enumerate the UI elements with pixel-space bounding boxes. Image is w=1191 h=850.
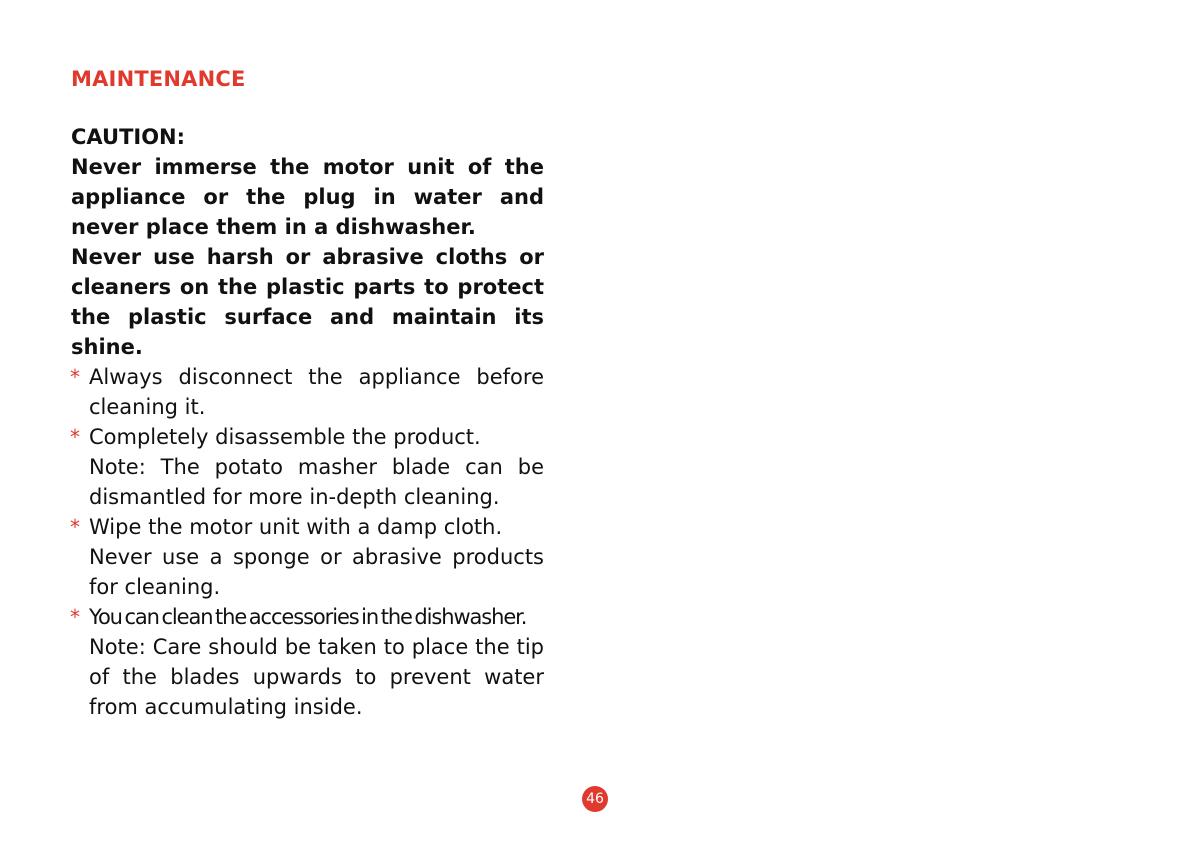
bullet-text: You can clean the accessories in the dishwasher. [89, 605, 527, 629]
bullet-note: Never use a sponge or abrasive products for cleaning. [89, 545, 544, 599]
bullet-note: Note: The potato masher blade can be dismantled for more in-depth cleaning. [89, 455, 544, 509]
page-number-badge: 46 [582, 786, 608, 812]
bullet-note: Note: Care should be taken to place the tip of the blades upwards to prevent water from accumulating inside. [89, 635, 544, 719]
caution-paragraph-immerse: Never immerse the motor unit of the appliance or the plug in water and never place them in a dishwasher. [71, 155, 544, 239]
list-item [71, 602, 544, 722]
bullet-text: Always disconnect the appliance before cleaning it. [89, 365, 544, 419]
section-title: MAINTENANCE [71, 67, 246, 91]
list-item [71, 422, 544, 512]
asterisk-bullet-icon: * [70, 365, 80, 389]
asterisk-bullet-icon: * [70, 425, 80, 449]
asterisk-bullet-icon: * [70, 515, 80, 539]
maintenance-content [71, 122, 544, 722]
caution-paragraph-abrasive: Never use harsh or abrasive cloths or cleaners on the plastic parts to protect the plastic surface and maintain its shine. [71, 245, 544, 359]
bullet-text: Completely disassemble the product. [89, 425, 481, 449]
asterisk-bullet-icon: * [70, 605, 80, 629]
bullet-text: Wipe the motor unit with a damp cloth. [89, 515, 503, 539]
list-item [71, 512, 544, 602]
maintenance-bullet-list [71, 362, 544, 722]
list-item [71, 362, 544, 422]
caution-heading: CAUTION: [71, 125, 186, 149]
